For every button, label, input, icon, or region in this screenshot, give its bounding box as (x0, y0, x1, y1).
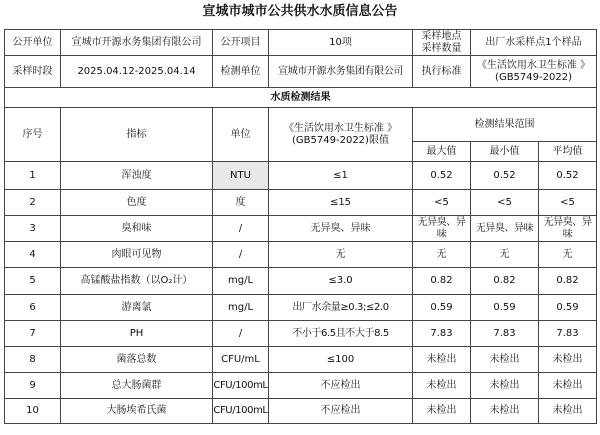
unit-cell: 度 (213, 190, 269, 216)
limit-cell: 不应检出 (269, 373, 413, 399)
sampling-location-label: 采样地点 (421, 30, 462, 42)
standard-name: 《生活饮用水卫生标准 》 (476, 59, 591, 71)
max-value-cell: 0.52 (413, 162, 471, 190)
header-limit-standard: 《生活饮用水卫生标准 》 (283, 122, 398, 134)
sampling-label (413, 30, 471, 56)
table-row (5, 347, 597, 373)
avg-value-cell: 0.82 (539, 268, 597, 295)
standard-label: 执行标准 (413, 56, 471, 88)
header-range: 检测结果范围 (413, 108, 597, 142)
page-title: 宣城市城市公共供水水质信息公告 (202, 4, 398, 19)
avg-value-cell: 7.83 (539, 321, 597, 347)
section-title-row (5, 88, 597, 108)
testing-unit-label: 检测单位 (213, 56, 269, 88)
min-value-cell: 无 (471, 242, 539, 268)
avg-value-cell: 未检出 (539, 399, 597, 424)
min-value-cell: 未检出 (471, 373, 539, 399)
publish-unit-label: 公开单位 (5, 30, 61, 56)
publish-project-value: 10项 (269, 30, 413, 56)
indicator-cell: 肉眼可见物 (61, 242, 213, 268)
row-number: 2 (5, 190, 61, 216)
avg-value-cell: 无异臭、异味 (539, 216, 597, 242)
avg-value-cell: 未检出 (539, 347, 597, 373)
max-value-cell: 未检出 (413, 373, 471, 399)
testing-unit-value: 宣城市开源水务集团有限公司 (269, 56, 413, 88)
table-row (5, 190, 597, 216)
header-no: 序号 (5, 108, 61, 162)
table-row (5, 216, 597, 242)
sampling-count-label: 采样数量 (421, 42, 462, 54)
min-value-cell: 0.82 (471, 268, 539, 295)
limit-cell: 不应检出 (269, 399, 413, 424)
max-value-cell: 无异臭、异味 (413, 216, 471, 242)
min-value-cell: 0.52 (471, 162, 539, 190)
water-quality-table (4, 29, 597, 424)
max-value-cell: 无 (413, 242, 471, 268)
max-value-cell: 未检出 (413, 347, 471, 373)
table-row (5, 268, 597, 295)
sampling-time-value: 2025.04.12-2025.04.14 (61, 56, 213, 88)
header-row-1 (5, 108, 597, 142)
unit-cell: CFU/100mL (213, 399, 269, 424)
limit-cell: ≤100 (269, 347, 413, 373)
avg-value-cell: 0.59 (539, 295, 597, 321)
indicator-cell: 游离氯 (61, 295, 213, 321)
unit-cell: / (213, 321, 269, 347)
header-indicator: 指标 (61, 108, 213, 162)
row-number: 4 (5, 242, 61, 268)
limit-cell: ≤1 (269, 162, 413, 190)
indicator-cell: 大肠埃希氏菌 (61, 399, 213, 424)
standard-code: (GB5749-2022) (495, 71, 572, 83)
min-value-cell: 7.83 (471, 321, 539, 347)
indicator-cell: 浑浊度 (61, 162, 213, 190)
header-avg: 平均值 (539, 142, 597, 162)
indicator-cell: 菌落总数 (61, 347, 213, 373)
table-row (5, 162, 597, 190)
indicator-cell: 总大肠菌群 (61, 373, 213, 399)
limit-cell: 不小于6.5且不大于8.5 (269, 321, 413, 347)
header-max: 最大值 (413, 142, 471, 162)
avg-value-cell: <5 (539, 190, 597, 216)
max-value-cell: 未检出 (413, 399, 471, 424)
unit-cell: mg/L (213, 295, 269, 321)
table-row (5, 373, 597, 399)
indicator-cell: 高锰酸盐指数（以O₂计） (61, 268, 213, 295)
avg-value-cell: 无 (539, 242, 597, 268)
info-row-publish (5, 30, 597, 56)
row-number: 3 (5, 216, 61, 242)
section-title: 水质检测结果 (5, 88, 597, 108)
header-min: 最小值 (471, 142, 539, 162)
row-number: 9 (5, 373, 61, 399)
row-number: 6 (5, 295, 61, 321)
avg-value-cell: 0.52 (539, 162, 597, 190)
info-row-sampling (5, 56, 597, 88)
max-value-cell: 0.82 (413, 268, 471, 295)
min-value-cell: 0.59 (471, 295, 539, 321)
header-unit: 单位 (213, 108, 269, 162)
row-number: 1 (5, 162, 61, 190)
table-row (5, 399, 597, 424)
min-value-cell: 未检出 (471, 347, 539, 373)
publish-unit-value: 宣城市开源水务集团有限公司 (61, 30, 213, 56)
unit-cell: mg/L (213, 268, 269, 295)
indicator-cell: PH (61, 321, 213, 347)
row-number: 7 (5, 321, 61, 347)
unit-cell: NTU (213, 162, 269, 190)
min-value-cell: <5 (471, 190, 539, 216)
min-value-cell: 无异臭、异味 (471, 216, 539, 242)
unit-cell: / (213, 216, 269, 242)
header-limit (269, 108, 413, 162)
limit-cell: ≤3.0 (269, 268, 413, 295)
indicator-cell: 色度 (61, 190, 213, 216)
sampling-time-label: 采样时段 (5, 56, 61, 88)
row-number: 10 (5, 399, 61, 424)
limit-cell: 出厂水余量≥0.3;≤2.0 (269, 295, 413, 321)
table-row (5, 242, 597, 268)
unit-cell: CFU/100mL (213, 373, 269, 399)
publish-project-label: 公开项目 (213, 30, 269, 56)
limit-cell: 无异臭、异味 (269, 216, 413, 242)
sampling-value: 出厂水采样点1个样品 (471, 30, 597, 56)
max-value-cell: <5 (413, 190, 471, 216)
max-value-cell: 0.59 (413, 295, 471, 321)
max-value-cell: 7.83 (413, 321, 471, 347)
table-row (5, 321, 597, 347)
header-limit-code: (GB5749-2022)限值 (292, 134, 389, 146)
limit-cell: ≤15 (269, 190, 413, 216)
unit-cell: / (213, 242, 269, 268)
row-number: 5 (5, 268, 61, 295)
limit-cell: 无 (269, 242, 413, 268)
min-value-cell: 未检出 (471, 399, 539, 424)
avg-value-cell: 未检出 (539, 373, 597, 399)
unit-cell: CFU/mL (213, 347, 269, 373)
indicator-cell: 臭和味 (61, 216, 213, 242)
standard-value (471, 56, 597, 88)
table-row (5, 295, 597, 321)
row-number: 8 (5, 347, 61, 373)
